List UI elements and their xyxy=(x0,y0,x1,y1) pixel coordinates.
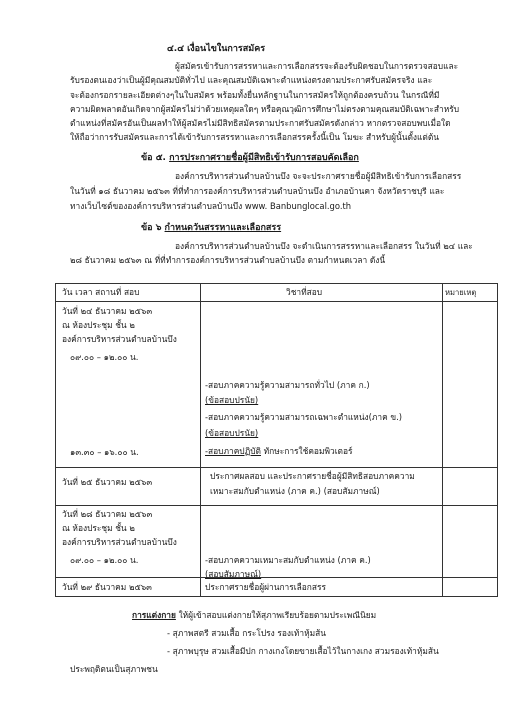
row1-subject-c xyxy=(205,446,353,457)
dress-code-line xyxy=(132,610,376,621)
table-header-remark: หมายเหตุ xyxy=(445,288,477,297)
section-4-4-line: รับรองตนเองว่าเป็นผู้มีคุณสมบัติทั่วไป และคุณสมบัติเฉพาะตำแหน่งตรงตามประกาศรับสมัครจริง และ xyxy=(70,75,433,85)
column-divider xyxy=(200,283,201,596)
row1-date: วันที่ ๒๔ ธันวาคม ๒๕๖๓ xyxy=(62,306,153,316)
row1-time-afternoon: ๑๓.๓๐ – ๑๖.๐๐ น. xyxy=(70,447,139,457)
row1-room: ณ ห้องประชุม ชั้น ๒ xyxy=(62,320,135,330)
section-5-line: ในวันที่ ๑๘ ธันวาคม ๒๕๖๓ ที่ที่ทำการองค์การบริหารส่วนตำบลบ้านบึง อำเภอบ้านคา จังหวัดราชบุรี และ xyxy=(70,186,445,196)
section-6-line: องค์การบริหารส่วนตำบลบ้านบึง จะดำเนินการสรรหาและเลือกสรร ในวันที่ ๒๔ และ xyxy=(175,241,473,251)
row3-subject: -สอบภาคความเหมาะสมกับตำแหน่ง (ภาค ค.) xyxy=(205,555,371,565)
row1-time-morning: ๐๙.๐๐ – ๑๒.๐๐ น. xyxy=(70,352,139,362)
section-4-4-title: ๔.๔ เงื่อนไขในการสมัคร xyxy=(167,44,266,54)
dress-code-women: - สุภาพสตรี สวมเสื้อ กระโปรง รองเท้าหุ้มส้น xyxy=(167,628,326,638)
row-divider xyxy=(55,301,497,302)
row1-subject-a: -สอบภาคความรู้ความสามารถทั่วไป (ภาค ก.) xyxy=(205,380,370,390)
dress-code-men: - สุภาพบุรุษ สวมเสื้อมีปก กางเกงโดยขายเสื้อไว้ในกางเกง สวมรองเท้าหุ้มส้น xyxy=(167,646,439,656)
section-5-prefix: ข้อ ๕. xyxy=(141,153,166,163)
row2-date: วันที่ ๒๕ ธันวาคม ๒๕๖๓ xyxy=(62,477,153,487)
section-5-heading xyxy=(141,153,359,164)
section-4-4-line: จะต้องกรอกรายละเอียดต่างๆในใบสมัคร พร้อมทั้งยื่นหลักฐานในการสมัครให้ถูกต้องครบถ้วน ในกรณีที่มี xyxy=(70,90,440,100)
section-4-4-line: ผู้สมัครเข้ารับการสรรหาและการเลือกสรรจะต้องรับผิดชอบในการตรวจสอบและ xyxy=(175,61,459,71)
row4-date: วันที่ ๒๙ ธันวาคม ๒๕๖๓ xyxy=(62,582,152,592)
row3-date: วันที่ ๒๘ ธันวาคม ๒๕๖๓ xyxy=(62,509,153,519)
row2-line: เหมาะสมกับตำแหน่ง (ภาค ค.) (สอบสัมภาษณ์) xyxy=(210,486,380,496)
row3-time: ๐๙.๐๐ – ๑๒.๐๐ น. xyxy=(70,555,139,565)
row-divider xyxy=(55,505,497,506)
row1-place: องค์การบริหารส่วนตำบลบ้านบึง xyxy=(62,334,177,344)
row2-line: ประกาศผลสอบ และประกาศรายชื่อผู้มีสิทธิสอบภาคความ xyxy=(210,471,415,481)
table-header-datetime: วัน เวลา สถานที่ สอบ xyxy=(62,287,140,297)
section-5-line: องค์การบริหารส่วนตำบลบ้านบึง จะจะประกาศรายชื่อผู้มีสิทธิเข้ารับการเลือกสรร xyxy=(175,171,462,181)
column-divider xyxy=(442,283,443,596)
section-5-line: ทางเว็บไซต์ขององค์การบริหารส่วนตำบลบ้านบึง www. Banbunglocal.go.th xyxy=(70,201,352,211)
table-header-subject: วิชาที่สอบ xyxy=(286,287,323,297)
row3-note: (สอบสัมภาษณ์) xyxy=(205,569,262,579)
row1-note-b: (ข้อสอบปรนัย) xyxy=(205,428,259,438)
section-6-heading xyxy=(141,223,281,234)
row1-subject-c-main: -สอบภาคปฏิบัติ xyxy=(205,446,261,456)
dress-code-intro: ให้ผู้เข้าสอบแต่งกายให้สุภาพเรียบร้อยตามประเพณีนิยม xyxy=(178,610,377,620)
row-divider xyxy=(55,577,497,578)
section-6-line: ๒๘ ธันวาคม ๒๕๖๓ ณ ที่ที่ทำการองค์การบริหารส่วนตำบลบ้านบึง ตามกำหนดเวลา ดังนี้ xyxy=(70,255,386,265)
row3-place: องค์การบริหารส่วนตำบลบ้านบึง xyxy=(62,537,177,547)
section-4-4-line: ความผิดพลาดอันเกิดจากผู้สมัครไม่ว่าด้วยเหตุผลใดๆ หรือคุณวุฒิการศึกษาไม่ตรงตามคุณสมบัติเฉพาะสำหรับ xyxy=(70,104,460,114)
section-4-4-line: ตำแหน่งที่สมัครอันเป็นผลทำให้ผู้สมัครไม่มีสิทธิสมัครตามประกาศรับสมัครดังกล่าว หากตรวจสอบพบเมื่อใด xyxy=(70,118,451,128)
section-6-prefix: ข้อ ๖ xyxy=(141,223,162,233)
row3-room: ณ ห้องประชุม ชั้น ๒ xyxy=(62,523,135,533)
row1-note-a: (ข้อสอบปรนัย) xyxy=(205,395,259,405)
row1-subject-c-detail: ทักษะการใช้คอมพิวเตอร์ xyxy=(261,446,353,456)
dress-code-conduct: ประพฤติตนเป็นสุภาพชน xyxy=(70,664,158,674)
section-4-4-line: ให้ถือว่าการรับสมัครและการได้เข้ารับการสรรหาและการเลือกสรรครั้งนี้เป็น โมฆะ สำหรับผู้นั้นตั้งแต่ต้น xyxy=(70,132,440,142)
row-divider xyxy=(55,467,497,468)
section-5-title: การประกาศรายชื่อผู้มีสิทธิเข้ารับการสอบคัดเลือก xyxy=(169,153,359,163)
row1-subject-b: -สอบภาคความรู้ความสามารถเฉพาะตำแหน่ง(ภาค ข.) xyxy=(205,412,403,422)
row4-subject: ประกาศรายชื่อผู้ผ่านการเลือกสรร xyxy=(205,582,326,592)
dress-code-label: การแต่งกาย xyxy=(132,610,176,620)
section-6-title: กำหนดวันสรรหาและเลือกสรร xyxy=(164,223,282,233)
